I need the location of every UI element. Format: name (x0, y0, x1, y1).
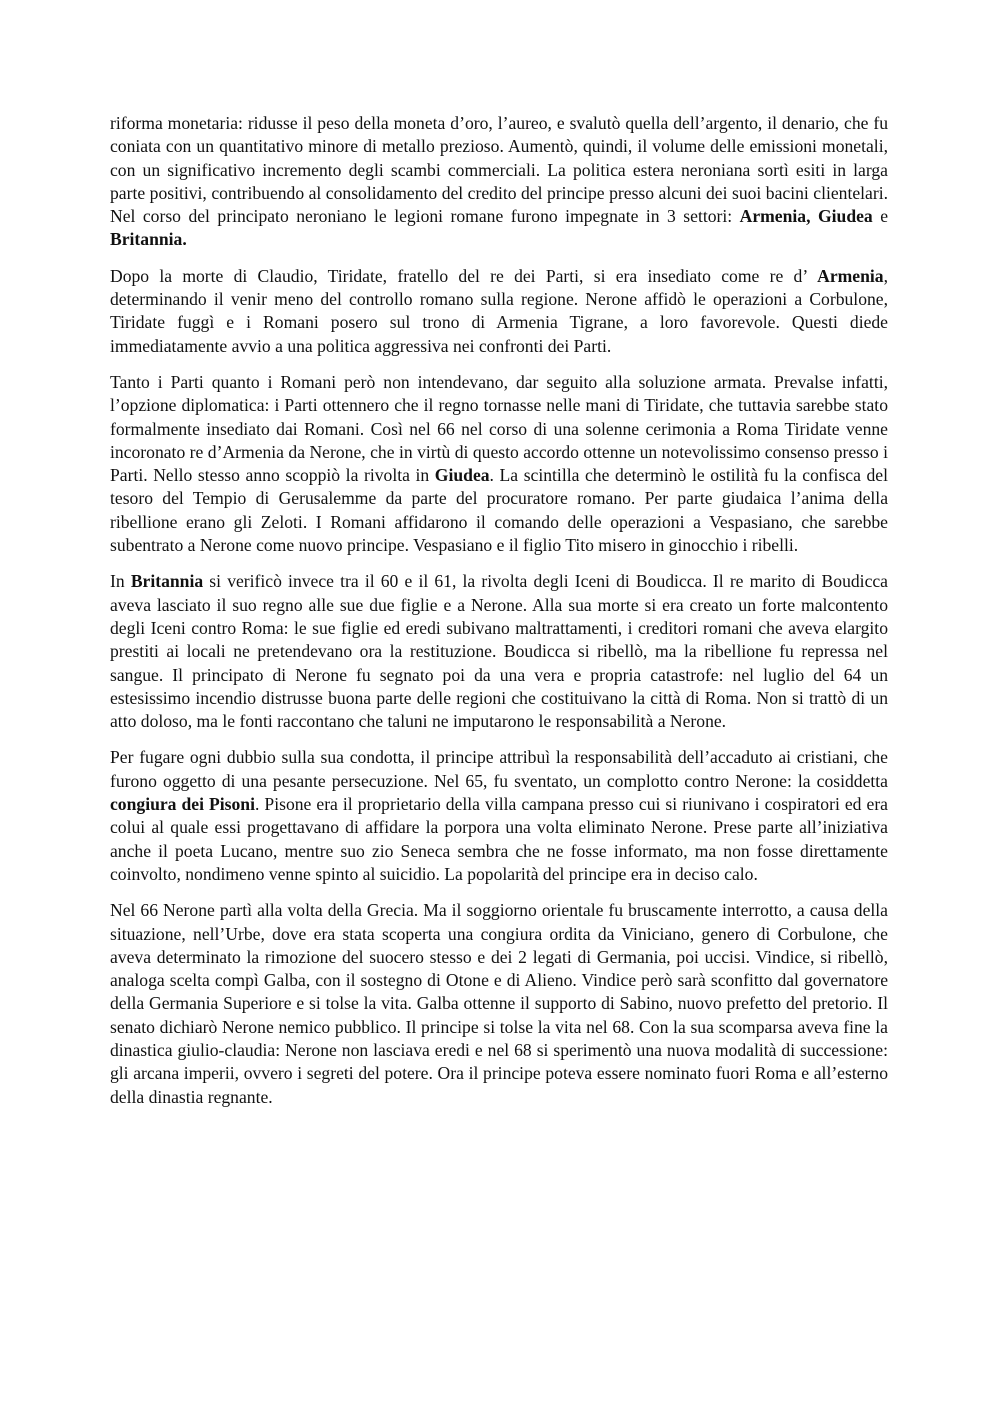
bold-term-britannia: Britannia. (110, 229, 187, 250)
bold-term-congiura-dei-pisoni: congiura dei Pisoni (110, 794, 255, 815)
bold-term-armenia: Armenia (817, 265, 884, 286)
paragraph-congiura-pisoni (110, 746, 888, 886)
document-page (110, 112, 888, 1122)
text-segment: si verificò invece tra il 60 e il 61, la rivolta degli Iceni di Boudicca. Il re marito di Boudicca aveva lasciato il suo regno alle sue due figlie e a Nerone. Alla sua morte si era creato un forte malcontento degli Iceni contro Roma: le sue figlie ed eredi subivano maltrattamenti, i creditori romani che aveva elargito prestiti ai locali ne pretendevano ora la restituzione. Boudicca si ribellò, ma la ribellione fu repressa nel sangue. Il principato di Nerone fu segnato poi da una vera e propria catastrofe: nel luglio del 64 un estesissimo incendio distrusse buona parte delle regioni che costituivano la città di Roma. Non si trattò di un atto doloso, ma le fonti raccontano che taluni ne imputarono le responsabilità a Nerone. (110, 571, 888, 732)
paragraph-armenia (110, 265, 888, 358)
paragraph-riforma-monetaria (110, 112, 888, 252)
text-segment: Nel 66 Nerone partì alla volta della Grecia. Ma il soggiorno orientale fu bruscamente interrotto, a causa della situazione, nell’Urbe, dove era stata scoperta una congiura ordita da Viniciano, genero di Corbulone, che aveva determinato la rimozione del suocero stesso e dei 2 legati di Germania, poi uccisi. Vindice, si ribellò, analoga scelta compì Galba, con il sostegno di Otone e di Alieno. Vindice però sarà sconfitto dal governatore della Germania Superiore e si tolse la vita. Galba ottenne il supporto di Sabino, nuovo prefetto del pretorio. Il senato dichiarò Nerone nemico pubblico. Il principe si tolse la vita nel 68. Con la sua scomparsa aveva fine la dinastica giulio-claudia: Nerone non lasciava eredi e nel 68 si sperimentò una nuova modalità di successione: gli arcana imperii, ovvero i segreti del potere. Ora il principe poteva essere nominato fuori Roma e all’esterno della dinastia regnante. (110, 900, 888, 1107)
text-segment: Tanto i Parti quanto i Romani però non intendevano, dar seguito alla soluzione armata. Prevalse infatti, l’opzione diplomatica: i Parti ottennero che il regno tornasse nelle mani di Tiridate, che tuttavia sarebbe stato formalmente insediato dai Romani. Così nel 66 nel corso di una solenne cerimonia a Roma Tiridate venne incoronato re d’Armenia da Nerone, che in virtù di questo accordo ottenne un notevolissimo consenso presso i Parti. Nello stesso anno scoppiò la rivolta in (110, 371, 888, 486)
text-segment: In (110, 571, 131, 592)
paragraph-britannia (110, 570, 888, 733)
text-segment: e (872, 206, 888, 227)
paragraph-parti-giudea (110, 371, 888, 557)
text-segment: Dopo la morte di Claudio, Tiridate, fratello del re dei Parti, si era insediato come re d’ (110, 265, 818, 286)
text-segment: . La scintilla che determinò le ostilità fu la confisca del tesoro del Tempio di Gerusalemme da parte del procuratore romano. Per parte giudaica l’anima della ribellione erano gli Zeloti. I Romani affidarono il comando delle operazioni a Vespasiano, che sarebbe subentrato a Nerone come nuovo principe. Vespasiano e il figlio Tito misero in ginocchio i ribelli. (110, 465, 888, 556)
text-segment: , determinando il venir meno del controllo romano sulla regione. Nerone affidò le operazioni a Corbulone, Tiridate fuggì e i Romani posero sul trono di Armenia Tigrane, a loro favorevole. Questi diede immediatamente avvio a una politica aggressiva nei confronti dei Parti. (110, 265, 888, 356)
bold-term-giudea: Giudea (434, 465, 490, 486)
text-segment: Per fugare ogni dubbio sulla sua condotta, il principe attribuì la responsabilità dell’accaduto ai cristiani, che furono oggetto di una pesante persecuzione. Nel 65, fu sventato, un complotto contro Nerone: la cosiddetta (110, 747, 888, 791)
text-segment: riforma monetaria: ridusse il peso della moneta d’oro, l’aureo, e svalutò quella dell’argento, il denario, che fu coniata con un quantitativo minore di metallo prezioso. Aumentò, quindi, il volume delle emissioni monetali, con un significativo incremento degli scambi commerciali. La politica estera neroniana sortì esiti in larga parte positivi, contribuendo al consolidamento del credito del principe presso alcuni dei suoi bacini clientelari. Nel corso del principato neroniano le legioni romane furono impegnate in 3 settori: (110, 113, 888, 227)
bold-term-armenia-giudea: Armenia, Giudea (739, 206, 873, 227)
text-segment: . Pisone era il proprietario della villa campana presso cui si riunivano i cospiratori ed era colui al quale essi progettavano di affidare la porpora una volta eliminato Nerone. Prese parte all’iniziativa anche il poeta Lucano, mentre suo zio Seneca sembra che ne fosse informato, ma non fosse direttamente coinvolto, nondimeno venne spinto al suicidio. La popolarità del principe era in deciso calo. (110, 794, 888, 884)
paragraph-fine-nerone (110, 899, 888, 1109)
bold-term-britannia: Britannia (130, 571, 204, 592)
